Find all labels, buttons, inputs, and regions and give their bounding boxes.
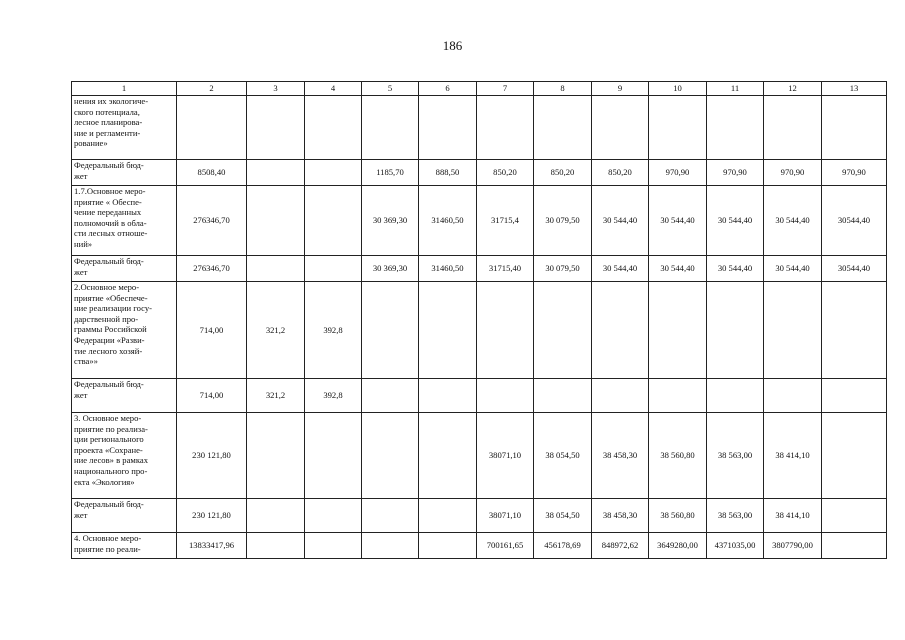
- column-header: 2: [177, 82, 247, 96]
- row-description: Федеральный бюд- жет: [72, 256, 177, 282]
- table-cell: [305, 256, 362, 282]
- table-cell: 3649280,00: [649, 533, 707, 559]
- column-header: 4: [305, 82, 362, 96]
- table-cell: [419, 282, 477, 379]
- table-cell: 30 369,30: [362, 256, 419, 282]
- table-cell: [822, 96, 887, 160]
- table-cell: [764, 96, 822, 160]
- column-header: 11: [707, 82, 764, 96]
- table-cell: [707, 379, 764, 413]
- table-cell: 31460,50: [419, 186, 477, 256]
- table-cell: 30 544,40: [707, 186, 764, 256]
- column-header: 10: [649, 82, 707, 96]
- table-cell: 850,20: [477, 160, 534, 186]
- table-cell: [177, 96, 247, 160]
- table-cell: [305, 533, 362, 559]
- table-row: [72, 499, 887, 533]
- table-cell: [362, 533, 419, 559]
- table-cell: [362, 379, 419, 413]
- table-row: [72, 186, 887, 256]
- row-description: 4. Основное меро- приятие по реали-: [72, 533, 177, 559]
- table-cell: [247, 96, 305, 160]
- table-cell: [419, 413, 477, 499]
- table-cell: [822, 379, 887, 413]
- table-cell: 321,2: [247, 379, 305, 413]
- table-cell: 392,8: [305, 282, 362, 379]
- table-cell: 30 544,40: [592, 186, 649, 256]
- table-cell: [707, 282, 764, 379]
- table-cell: [822, 533, 887, 559]
- table-cell: 30 544,40: [649, 186, 707, 256]
- table-cell: [419, 379, 477, 413]
- row-description: 1.7.Основное меро- приятие « Обеспе- чение переданных полномочий в обла- сти лесных отноше- ний»: [72, 186, 177, 256]
- table-cell: 30 544,40: [764, 256, 822, 282]
- table-cell: 850,20: [534, 160, 592, 186]
- table-cell: 30 079,50: [534, 186, 592, 256]
- table-cell: 30544,40: [822, 186, 887, 256]
- table-cell: 30544,40: [822, 256, 887, 282]
- table-cell: 714,00: [177, 379, 247, 413]
- column-header: 13: [822, 82, 887, 96]
- table-cell: 38 054,50: [534, 413, 592, 499]
- row-description: Федеральный бюд- жет: [72, 160, 177, 186]
- table-cell: 38 560,80: [649, 499, 707, 533]
- table-row: [72, 160, 887, 186]
- table-cell: 4371035,00: [707, 533, 764, 559]
- table-cell: 38 458,30: [592, 499, 649, 533]
- table-cell: [419, 533, 477, 559]
- table-cell: 38 414,10: [764, 499, 822, 533]
- table-cell: [419, 96, 477, 160]
- table-cell: 230 121,80: [177, 499, 247, 533]
- table-cell: [477, 282, 534, 379]
- table-cell: [822, 413, 887, 499]
- table-row: [72, 256, 887, 282]
- table-cell: 38 054,50: [534, 499, 592, 533]
- table-cell: 8508,40: [177, 160, 247, 186]
- table-cell: [592, 282, 649, 379]
- row-description: Федеральный бюд- жет: [72, 499, 177, 533]
- table-cell: [534, 282, 592, 379]
- table-cell: [305, 160, 362, 186]
- table-cell: [362, 413, 419, 499]
- table-cell: 38 563,00: [707, 499, 764, 533]
- table-row: [72, 96, 887, 160]
- table-cell: [247, 256, 305, 282]
- table-cell: [247, 160, 305, 186]
- table-cell: 1185,70: [362, 160, 419, 186]
- table-cell: 38071,10: [477, 413, 534, 499]
- table-cell: [649, 379, 707, 413]
- table-row: [72, 379, 887, 413]
- table-cell: [764, 379, 822, 413]
- table-row: [72, 413, 887, 499]
- column-header: 5: [362, 82, 419, 96]
- table-cell: 970,90: [707, 160, 764, 186]
- table-cell: 970,90: [764, 160, 822, 186]
- table-cell: 31460,50: [419, 256, 477, 282]
- table-cell: 850,20: [592, 160, 649, 186]
- table-cell: 888,50: [419, 160, 477, 186]
- table-body: [72, 96, 887, 559]
- table-cell: [305, 413, 362, 499]
- table-cell: [247, 413, 305, 499]
- table-cell: [649, 96, 707, 160]
- column-header: 1: [72, 82, 177, 96]
- table-cell: [362, 282, 419, 379]
- column-header: 7: [477, 82, 534, 96]
- table-cell: 700161,65: [477, 533, 534, 559]
- table-cell: 456178,69: [534, 533, 592, 559]
- table-cell: [247, 186, 305, 256]
- table-cell: [822, 499, 887, 533]
- table-cell: 30 544,40: [707, 256, 764, 282]
- table-cell: 848972,62: [592, 533, 649, 559]
- table-cell: [247, 533, 305, 559]
- table-cell: 38071,10: [477, 499, 534, 533]
- table-cell: [305, 96, 362, 160]
- budget-table: [71, 81, 887, 559]
- table-cell: 38 563,00: [707, 413, 764, 499]
- column-header: 3: [247, 82, 305, 96]
- table-cell: 30 544,40: [592, 256, 649, 282]
- table-cell: 13833417,96: [177, 533, 247, 559]
- table-cell: 31715,4: [477, 186, 534, 256]
- table-cell: 30 544,40: [649, 256, 707, 282]
- table-cell: [477, 379, 534, 413]
- table-cell: 392,8: [305, 379, 362, 413]
- table-cell: [534, 96, 592, 160]
- table-cell: [419, 499, 477, 533]
- table-cell: [247, 499, 305, 533]
- table-cell: 31715,40: [477, 256, 534, 282]
- table-cell: 30 079,50: [534, 256, 592, 282]
- table-cell: 230 121,80: [177, 413, 247, 499]
- column-header: 8: [534, 82, 592, 96]
- table-cell: 276346,70: [177, 186, 247, 256]
- table-cell: 3807790,00: [764, 533, 822, 559]
- column-header: 9: [592, 82, 649, 96]
- table-cell: [649, 282, 707, 379]
- row-description: 2.Основное меро- приятие «Обеспече- ние реализации госу- дарственной про- граммы Российской Федерации «Разви- тие лесного хозяй- ства»»: [72, 282, 177, 379]
- page-number: 186: [442, 38, 463, 53]
- table-cell: 970,90: [649, 160, 707, 186]
- table-cell: 38 458,30: [592, 413, 649, 499]
- table-row: [72, 533, 887, 559]
- table-cell: [362, 96, 419, 160]
- table-cell: 970,90: [822, 160, 887, 186]
- table-cell: 714,00: [177, 282, 247, 379]
- table-cell: [592, 379, 649, 413]
- table-cell: [477, 96, 534, 160]
- table-cell: [362, 499, 419, 533]
- table-cell: 276346,70: [177, 256, 247, 282]
- header-row: [72, 82, 887, 96]
- table-cell: [592, 96, 649, 160]
- table-cell: [822, 282, 887, 379]
- column-header: 12: [764, 82, 822, 96]
- table-cell: [764, 282, 822, 379]
- table-cell: 38 414,10: [764, 413, 822, 499]
- table-cell: 30 369,30: [362, 186, 419, 256]
- table-cell: 30 544,40: [764, 186, 822, 256]
- table-cell: 38 560,80: [649, 413, 707, 499]
- column-header: 6: [419, 82, 477, 96]
- row-description: Федеральный бюд- жет: [72, 379, 177, 413]
- table-cell: [707, 96, 764, 160]
- table-row: [72, 282, 887, 379]
- table-cell: 321,2: [247, 282, 305, 379]
- table-cell: [305, 499, 362, 533]
- table-cell: [305, 186, 362, 256]
- row-description: 3. Основное меро- приятие по реализа- ции регионального проекта «Сохране- ние лесов» в рамках национального про- екта «Экология»: [72, 413, 177, 499]
- table-cell: [534, 379, 592, 413]
- row-description: нения их экологиче- ского потенциала, лесное планирова- ние и регламенти- рование»: [72, 96, 177, 160]
